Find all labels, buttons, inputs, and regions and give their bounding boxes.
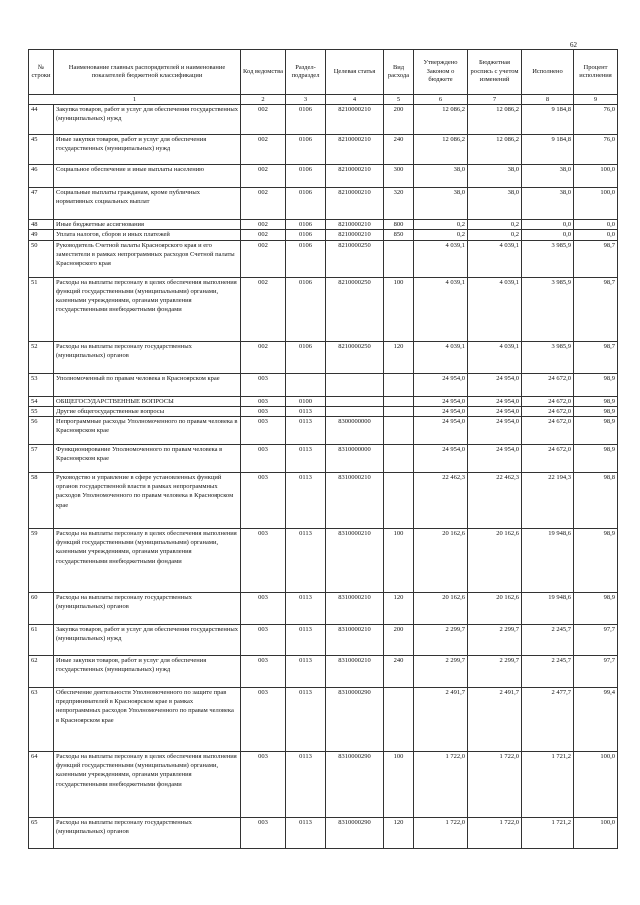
- execution-percent: 98,9: [574, 445, 618, 473]
- row-number: 54: [29, 396, 54, 406]
- approved-amount: 20 162,6: [414, 593, 468, 625]
- target-article: 8310000000: [326, 445, 384, 473]
- header-section: Раздел-подраздел: [286, 50, 326, 95]
- row-number: 44: [29, 105, 54, 135]
- row-name: Расходы на выплаты персоналу в целях обеспечения выполнения функций государственными (муниципальными) органами, казенными учреждениями, органами управления государственными внебюджетными фондами: [54, 752, 241, 818]
- row-number: 63: [29, 688, 54, 752]
- row-name: Социальные выплаты гражданам, кроме публичных нормативных социальных выплат: [54, 188, 241, 220]
- approved-amount: 38,0: [414, 165, 468, 188]
- execution-percent: 97,7: [574, 625, 618, 656]
- expense-type: [384, 473, 414, 529]
- executed-amount: 24 672,0: [522, 406, 574, 416]
- section-code: [286, 373, 326, 396]
- execution-percent: 0,0: [574, 220, 618, 230]
- column-number-6: 6: [414, 95, 468, 105]
- target-article: 8210000210: [326, 165, 384, 188]
- column-number-3: 3: [286, 95, 326, 105]
- header-percent: Процент исполнения: [574, 50, 618, 95]
- target-article: 8310000290: [326, 688, 384, 752]
- schedule-amount: 2 299,7: [468, 656, 522, 688]
- schedule-amount: 1 722,0: [468, 752, 522, 818]
- section-code: 0106: [286, 277, 326, 341]
- executed-amount: 1 721,2: [522, 818, 574, 849]
- executed-amount: 19 948,6: [522, 529, 574, 593]
- expense-type: 100: [384, 529, 414, 593]
- approved-amount: 1 722,0: [414, 752, 468, 818]
- expense-type: 100: [384, 752, 414, 818]
- execution-percent: 76,0: [574, 135, 618, 165]
- target-article: 8210000210: [326, 105, 384, 135]
- column-number-1: 1: [29, 95, 241, 105]
- execution-percent: 98,9: [574, 406, 618, 416]
- schedule-amount: 20 162,6: [468, 529, 522, 593]
- department-code: 002: [241, 135, 286, 165]
- target-article: 8310000210: [326, 593, 384, 625]
- row-name: Социальное обеспечение и иные выплаты населению: [54, 165, 241, 188]
- department-code: 003: [241, 656, 286, 688]
- target-article: 8300000000: [326, 417, 384, 445]
- execution-percent: 98,9: [574, 396, 618, 406]
- table-row: [29, 445, 618, 473]
- expense-type: [384, 373, 414, 396]
- row-name: ОБЩЕГОСУДАРСТВЕННЫЕ ВОПРОСЫ: [54, 396, 241, 406]
- approved-amount: 4 039,1: [414, 277, 468, 341]
- expense-type: [384, 406, 414, 416]
- executed-amount: 2 245,7: [522, 625, 574, 656]
- section-code: 0106: [286, 240, 326, 277]
- section-code: 0106: [286, 135, 326, 165]
- header-executed: Исполнено: [522, 50, 574, 95]
- target-article: 8310000290: [326, 752, 384, 818]
- header-budget-schedule: Бюджетная роспись с учетом изменений: [468, 50, 522, 95]
- target-article: 8210000210: [326, 188, 384, 220]
- department-code: 002: [241, 188, 286, 220]
- approved-amount: 20 162,6: [414, 529, 468, 593]
- row-name: Иные бюджетные ассигнования: [54, 220, 241, 230]
- header-approved: Утверждено Законом о бюджете: [414, 50, 468, 95]
- executed-amount: 0,0: [522, 230, 574, 240]
- expense-type: 300: [384, 165, 414, 188]
- execution-percent: 98,9: [574, 373, 618, 396]
- row-number: 60: [29, 593, 54, 625]
- row-name: Расходы на выплаты персоналу государственных (муниципальных) органов: [54, 818, 241, 849]
- department-code: 003: [241, 752, 286, 818]
- table-body: [29, 105, 618, 849]
- schedule-amount: 24 954,0: [468, 396, 522, 406]
- column-number-2: 2: [241, 95, 286, 105]
- header-name: Наименование главных распорядителей и наименование показателей бюджетной классификации: [54, 50, 241, 95]
- row-number: 48: [29, 220, 54, 230]
- row-number: 50: [29, 240, 54, 277]
- section-code: 0113: [286, 752, 326, 818]
- table-row: [29, 373, 618, 396]
- table-row: [29, 188, 618, 220]
- schedule-amount: 24 954,0: [468, 406, 522, 416]
- expense-type: [384, 445, 414, 473]
- section-code: 0113: [286, 473, 326, 529]
- table-row: [29, 529, 618, 593]
- department-code: 002: [241, 105, 286, 135]
- schedule-amount: 38,0: [468, 165, 522, 188]
- section-code: 0113: [286, 688, 326, 752]
- row-number: 61: [29, 625, 54, 656]
- target-article: 8210000250: [326, 240, 384, 277]
- schedule-amount: 0,2: [468, 220, 522, 230]
- approved-amount: 0,2: [414, 230, 468, 240]
- executed-amount: 3 985,9: [522, 277, 574, 341]
- schedule-amount: 4 039,1: [468, 341, 522, 373]
- execution-percent: 98,7: [574, 277, 618, 341]
- expense-type: 200: [384, 625, 414, 656]
- executed-amount: 1 721,2: [522, 752, 574, 818]
- schedule-amount: 2 491,7: [468, 688, 522, 752]
- header-department-code: Код ведомства: [241, 50, 286, 95]
- schedule-amount: 4 039,1: [468, 277, 522, 341]
- row-name: Уплата налогов, сборов и иных платежей: [54, 230, 241, 240]
- table-row: [29, 473, 618, 529]
- target-article: 8310000210: [326, 656, 384, 688]
- expense-type: 120: [384, 593, 414, 625]
- execution-percent: 98,9: [574, 417, 618, 445]
- expense-type: [384, 240, 414, 277]
- column-number-4: 4: [326, 95, 384, 105]
- department-code: 003: [241, 417, 286, 445]
- row-number: 51: [29, 277, 54, 341]
- department-code: 003: [241, 818, 286, 849]
- section-code: 0113: [286, 529, 326, 593]
- executed-amount: 24 672,0: [522, 417, 574, 445]
- header-row: [29, 50, 618, 95]
- schedule-amount: 22 462,3: [468, 473, 522, 529]
- execution-percent: 97,7: [574, 656, 618, 688]
- section-code: 0106: [286, 230, 326, 240]
- column-number-8: 8: [522, 95, 574, 105]
- row-number: 49: [29, 230, 54, 240]
- department-code: 003: [241, 445, 286, 473]
- table-row: [29, 593, 618, 625]
- table-row: [29, 396, 618, 406]
- target-article: 8210000210: [326, 135, 384, 165]
- row-number: 56: [29, 417, 54, 445]
- schedule-amount: 0,2: [468, 230, 522, 240]
- expense-type: 240: [384, 656, 414, 688]
- section-code: 0100: [286, 396, 326, 406]
- approved-amount: 24 954,0: [414, 445, 468, 473]
- department-code: 003: [241, 406, 286, 416]
- table-row: [29, 417, 618, 445]
- row-number: 55: [29, 406, 54, 416]
- execution-percent: 98,8: [574, 473, 618, 529]
- department-code: 002: [241, 341, 286, 373]
- row-name: Другие общегосударственные вопросы: [54, 406, 241, 416]
- department-code: 002: [241, 165, 286, 188]
- table-row: [29, 165, 618, 188]
- approved-amount: 24 954,0: [414, 406, 468, 416]
- row-number: 64: [29, 752, 54, 818]
- expense-type: [384, 396, 414, 406]
- executed-amount: 38,0: [522, 188, 574, 220]
- section-code: 0113: [286, 818, 326, 849]
- column-number-9: 9: [574, 95, 618, 105]
- execution-percent: 100,0: [574, 165, 618, 188]
- table-row: [29, 135, 618, 165]
- target-article: [326, 396, 384, 406]
- target-article: 8310000290: [326, 818, 384, 849]
- target-article: 8210000210: [326, 220, 384, 230]
- department-code: 002: [241, 220, 286, 230]
- approved-amount: 4 039,1: [414, 240, 468, 277]
- row-number: 57: [29, 445, 54, 473]
- approved-amount: 24 954,0: [414, 396, 468, 406]
- execution-percent: 98,7: [574, 240, 618, 277]
- row-number: 65: [29, 818, 54, 849]
- table-row: [29, 818, 618, 849]
- table-row: [29, 341, 618, 373]
- executed-amount: 2 477,7: [522, 688, 574, 752]
- execution-percent: 98,7: [574, 341, 618, 373]
- table-row: [29, 220, 618, 230]
- budget-execution-table: [28, 49, 618, 849]
- approved-amount: 0,2: [414, 220, 468, 230]
- expense-type: 120: [384, 341, 414, 373]
- executed-amount: 9 184,8: [522, 135, 574, 165]
- table-row: [29, 752, 618, 818]
- target-article: 8210000250: [326, 341, 384, 373]
- target-article: 8210000210: [326, 230, 384, 240]
- header-target-article: Целевая статья: [326, 50, 384, 95]
- table-row: [29, 240, 618, 277]
- section-code: 0113: [286, 417, 326, 445]
- header-expense-type: Вид расхода: [384, 50, 414, 95]
- row-name: Иные закупки товаров, работ и услуг для обеспечения государственных (муниципальных) нужд: [54, 656, 241, 688]
- row-number: 62: [29, 656, 54, 688]
- section-code: 0113: [286, 656, 326, 688]
- executed-amount: 19 948,6: [522, 593, 574, 625]
- target-article: [326, 373, 384, 396]
- department-code: 003: [241, 593, 286, 625]
- row-number: 53: [29, 373, 54, 396]
- schedule-amount: 24 954,0: [468, 445, 522, 473]
- table-row: [29, 406, 618, 416]
- executed-amount: 9 184,8: [522, 105, 574, 135]
- schedule-amount: 4 039,1: [468, 240, 522, 277]
- target-article: 8210000250: [326, 277, 384, 341]
- row-name: Расходы на выплаты персоналу государственных (муниципальных) органов: [54, 341, 241, 373]
- target-article: 8310000210: [326, 625, 384, 656]
- table-row: [29, 105, 618, 135]
- execution-percent: 0,0: [574, 230, 618, 240]
- section-code: 0106: [286, 165, 326, 188]
- expense-type: 200: [384, 105, 414, 135]
- section-code: 0113: [286, 406, 326, 416]
- row-number: 59: [29, 529, 54, 593]
- section-code: 0106: [286, 188, 326, 220]
- table-row: [29, 230, 618, 240]
- row-number: 52: [29, 341, 54, 373]
- row-number: 58: [29, 473, 54, 529]
- row-number: 46: [29, 165, 54, 188]
- department-code: 003: [241, 688, 286, 752]
- row-name: Уполномоченный по правам человека в Красноярском крае: [54, 373, 241, 396]
- department-code: 002: [241, 230, 286, 240]
- schedule-amount: 2 299,7: [468, 625, 522, 656]
- execution-percent: 99,4: [574, 688, 618, 752]
- table-row: [29, 625, 618, 656]
- approved-amount: 12 086,2: [414, 105, 468, 135]
- execution-percent: 100,0: [574, 188, 618, 220]
- expense-type: 850: [384, 230, 414, 240]
- approved-amount: 12 086,2: [414, 135, 468, 165]
- approved-amount: 2 299,7: [414, 625, 468, 656]
- executed-amount: 2 245,7: [522, 656, 574, 688]
- approved-amount: 24 954,0: [414, 417, 468, 445]
- row-name: Иные закупки товаров, работ и услуг для обеспечения государственных (муниципальных) нужд: [54, 135, 241, 165]
- executed-amount: 22 194,3: [522, 473, 574, 529]
- schedule-amount: 24 954,0: [468, 373, 522, 396]
- section-code: 0106: [286, 105, 326, 135]
- department-code: 003: [241, 396, 286, 406]
- expense-type: [384, 417, 414, 445]
- approved-amount: 4 039,1: [414, 341, 468, 373]
- expense-type: 320: [384, 188, 414, 220]
- schedule-amount: 1 722,0: [468, 818, 522, 849]
- row-name: Закупка товаров, работ и услуг для обеспечения государственных (муниципальных) нужд: [54, 625, 241, 656]
- execution-percent: 100,0: [574, 818, 618, 849]
- section-code: 0113: [286, 625, 326, 656]
- schedule-amount: 12 086,2: [468, 105, 522, 135]
- row-name: Руководство и управление в сфере установленных функций органов государственной власти в рамках непрограммных расходов Уполномоченного по правам человека в Красноярском крае: [54, 473, 241, 529]
- department-code: 003: [241, 473, 286, 529]
- expense-type: 100: [384, 277, 414, 341]
- row-name: Руководитель Счетной палаты Красноярского края и его заместители в рамках непрограммных расходов Счетной палаты Красноярского края: [54, 240, 241, 277]
- row-name: Непрограммные расходы Уполномоченного по правам человека в Красноярском крае: [54, 417, 241, 445]
- row-name: Обеспечение деятельности Уполномоченного по защите прав предпринимателей в Красноярском крае в рамках непрограммных расходов Уполномоченного по правам человека в Красноярском крае: [54, 688, 241, 752]
- executed-amount: 38,0: [522, 165, 574, 188]
- schedule-amount: 12 086,2: [468, 135, 522, 165]
- row-name: Закупка товаров, работ и услуг для обеспечения государственных (муниципальных) нужд: [54, 105, 241, 135]
- table-row: [29, 277, 618, 341]
- department-code: 002: [241, 240, 286, 277]
- executed-amount: 24 672,0: [522, 396, 574, 406]
- department-code: 003: [241, 529, 286, 593]
- approved-amount: 2 299,7: [414, 656, 468, 688]
- approved-amount: 1 722,0: [414, 818, 468, 849]
- column-number-7: 7: [468, 95, 522, 105]
- target-article: 8310000210: [326, 529, 384, 593]
- department-code: 002: [241, 277, 286, 341]
- executed-amount: 24 672,0: [522, 373, 574, 396]
- schedule-amount: 24 954,0: [468, 417, 522, 445]
- executed-amount: 3 985,9: [522, 341, 574, 373]
- executed-amount: 24 672,0: [522, 445, 574, 473]
- approved-amount: 2 491,7: [414, 688, 468, 752]
- table-row: [29, 688, 618, 752]
- section-code: 0113: [286, 593, 326, 625]
- column-numbers-row: [29, 95, 618, 105]
- target-article: [326, 406, 384, 416]
- expense-type: 800: [384, 220, 414, 230]
- section-code: 0106: [286, 341, 326, 373]
- table-row: [29, 656, 618, 688]
- schedule-amount: 38,0: [468, 188, 522, 220]
- executed-amount: 3 985,9: [522, 240, 574, 277]
- schedule-amount: 20 162,6: [468, 593, 522, 625]
- target-article: 8310000210: [326, 473, 384, 529]
- approved-amount: 22 462,3: [414, 473, 468, 529]
- row-name: Функционирование Уполномоченного по правам человека в Красноярском крае: [54, 445, 241, 473]
- column-number-5: 5: [384, 95, 414, 105]
- department-code: 003: [241, 373, 286, 396]
- section-code: 0106: [286, 220, 326, 230]
- execution-percent: 98,9: [574, 593, 618, 625]
- page-number: 62: [570, 41, 577, 49]
- approved-amount: 24 954,0: [414, 373, 468, 396]
- section-code: 0113: [286, 445, 326, 473]
- execution-percent: 100,0: [574, 752, 618, 818]
- expense-type: [384, 688, 414, 752]
- approved-amount: 38,0: [414, 188, 468, 220]
- row-number: 45: [29, 135, 54, 165]
- header-row-number: № строки: [29, 50, 54, 95]
- expense-type: 120: [384, 818, 414, 849]
- expense-type: 240: [384, 135, 414, 165]
- execution-percent: 76,0: [574, 105, 618, 135]
- execution-percent: 98,9: [574, 529, 618, 593]
- row-name: Расходы на выплаты персоналу в целях обеспечения выполнения функций государственными (муниципальными) органами, казенными учреждениями, органами управления государственными внебюджетными фондами: [54, 277, 241, 341]
- row-number: 47: [29, 188, 54, 220]
- row-name: Расходы на выплаты персоналу государственных (муниципальных) органов: [54, 593, 241, 625]
- executed-amount: 0,0: [522, 220, 574, 230]
- department-code: 003: [241, 625, 286, 656]
- row-name: Расходы на выплаты персоналу в целях обеспечения выполнения функций государственными (муниципальными) органами, казенными учреждениями, органами управления государственными внебюджетными фондами: [54, 529, 241, 593]
